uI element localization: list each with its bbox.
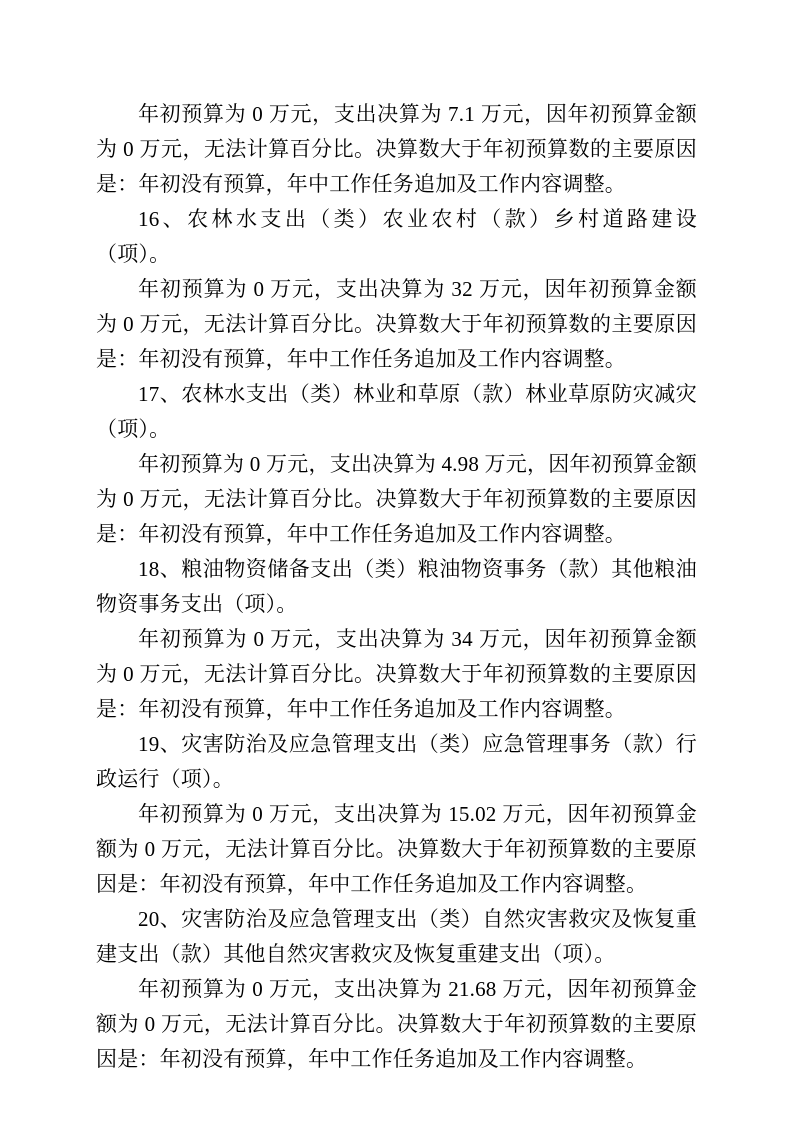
explanation-paragraph-1: 年初预算为 0 万元，支出决算为 7.1 万元，因年初预算金额为 0 万元，无法计算百分比。决算数大于年初预算数的主要原因是：年初没有预算，年中工作任务追加及工作内容调整。: [96, 102, 697, 196]
document-body-text: [96, 97, 697, 1077]
explanation-paragraph-4: 年初预算为 0 万元，支出决算为 34 万元，因年初预算金额为 0 万元，无法计算百分比。决算数大于年初预算数的主要原因是：年初没有预算，年中工作任务追加及工作内容调整。: [96, 627, 697, 721]
explanation-paragraph-5: 年初预算为 0 万元，支出决算为 15.02 万元，因年初预算金额为 0 万元，无法计算百分比。决算数大于年初预算数的主要原因是：年初没有预算，年中工作任务追加及工作内容调整。: [96, 802, 697, 896]
item-heading-20: 20、灾害防治及应急管理支出（类）自然灾害救灾及恢复重建支出（款）其他自然灾害救灾及恢复重建支出（项）。: [96, 907, 697, 966]
explanation-paragraph-3: 年初预算为 0 万元，支出决算为 4.98 万元，因年初预算金额为 0 万元，无法计算百分比。决算数大于年初预算数的主要原因是：年初没有预算，年中工作任务追加及工作内容调整。: [96, 452, 697, 546]
item-heading-16: 16、农林水支出（类）农业农村（款）乡村道路建设（项）。: [96, 207, 697, 266]
explanation-paragraph-6: 年初预算为 0 万元，支出决算为 21.68 万元，因年初预算金额为 0 万元，无法计算百分比。决算数大于年初预算数的主要原因是：年初没有预算，年中工作任务追加及工作内容调整。: [96, 977, 697, 1071]
explanation-paragraph-2: 年初预算为 0 万元，支出决算为 32 万元，因年初预算金额为 0 万元，无法计算百分比。决算数大于年初预算数的主要原因是：年初没有预算，年中工作任务追加及工作内容调整。: [96, 277, 697, 371]
item-heading-17: 17、农林水支出（类）林业和草原（款）林业草原防灾减灾（项）。: [96, 382, 697, 441]
item-heading-19: 19、灾害防治及应急管理支出（类）应急管理事务（款）行政运行（项）。: [96, 732, 697, 791]
item-heading-18: 18、粮油物资储备支出（类）粮油物资事务（款）其他粮油物资事务支出（项）。: [96, 557, 697, 616]
